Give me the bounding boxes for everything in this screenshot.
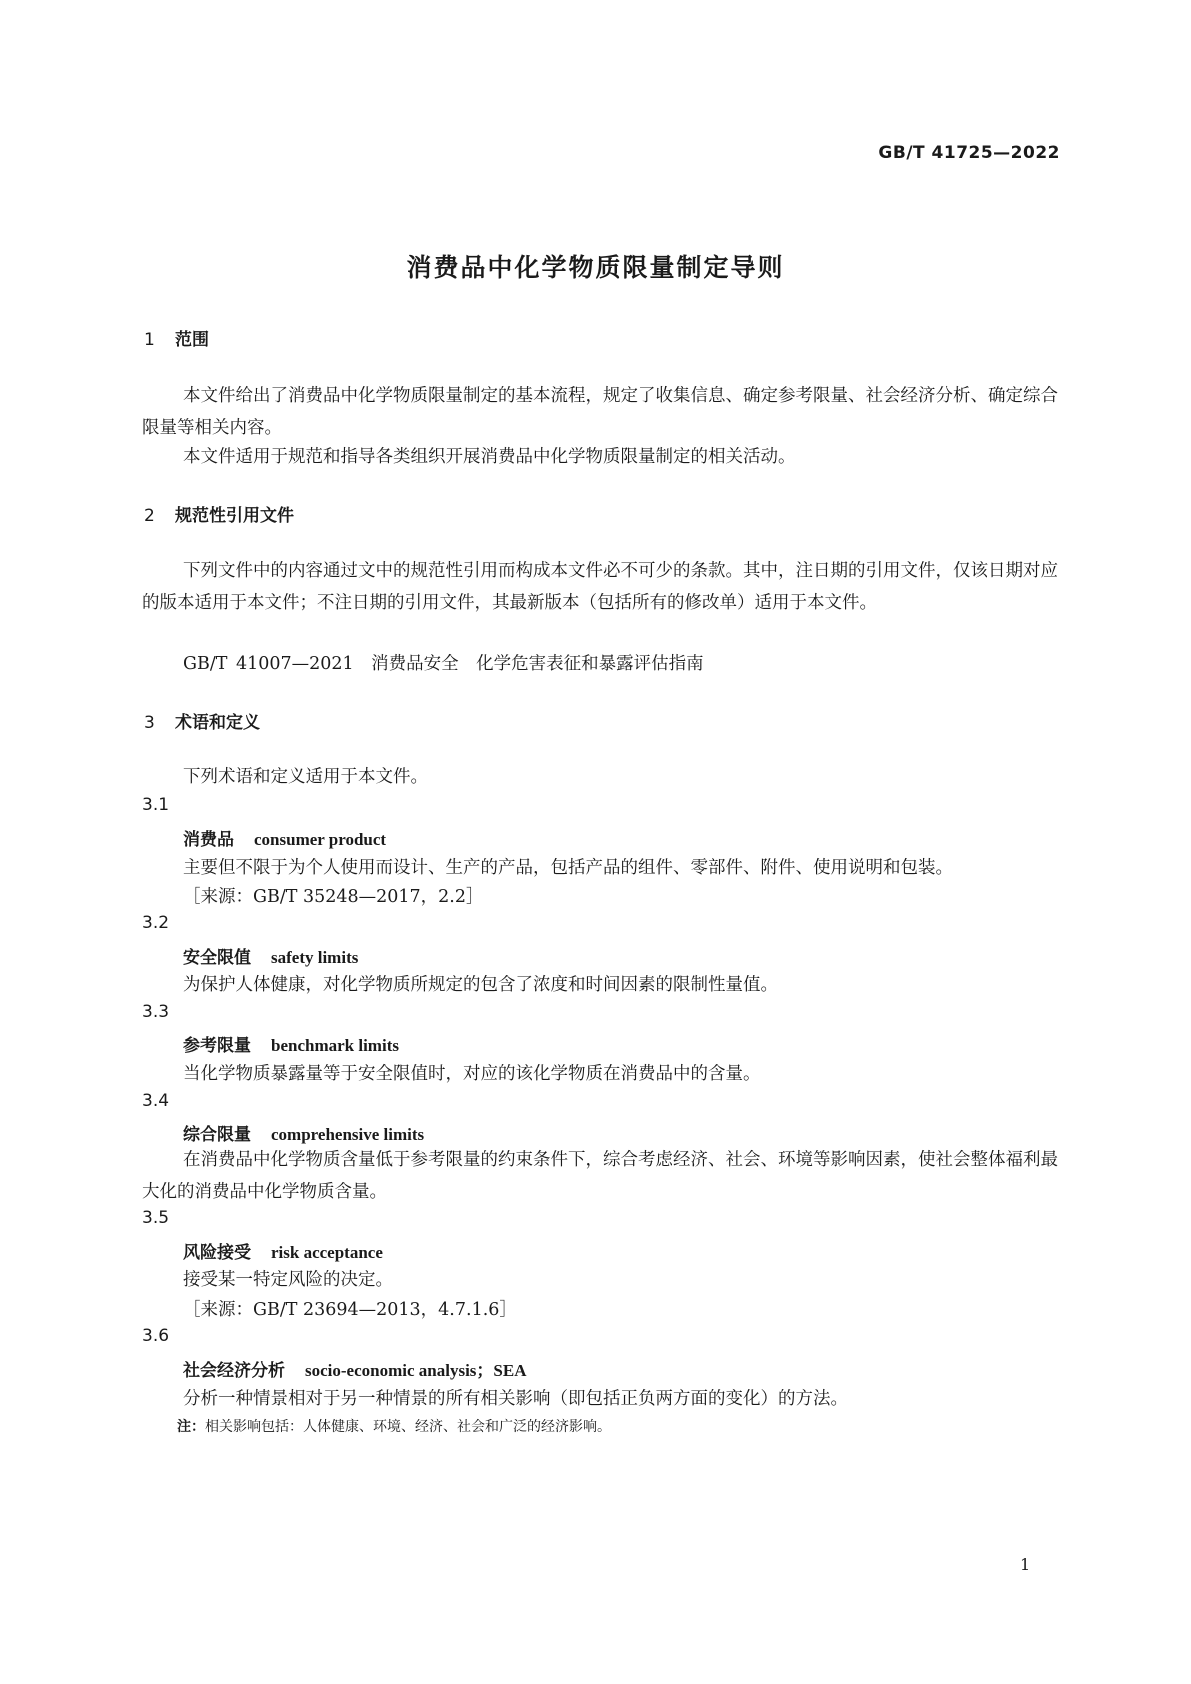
normative-reference: GB/T 41007—2021 消费品安全 化学危害表征和暴露评估指南 bbox=[183, 654, 704, 674]
section-2-paragraph-1 bbox=[142, 555, 1062, 619]
term-zh: 风险接受 bbox=[183, 1243, 251, 1263]
term-definition: 当化学物质暴露量等于安全限值时，对应的该化学物质在消费品中的含量。 bbox=[183, 1064, 761, 1084]
term-en: comprehensive limits bbox=[271, 1125, 425, 1144]
term-heading bbox=[183, 943, 358, 968]
term-en: consumer product bbox=[254, 830, 387, 849]
note-text: 相关影响包括：人体健康、环境、经济、社会和广泛的经济影响。 bbox=[205, 1419, 611, 1435]
note-label: 注： bbox=[177, 1419, 205, 1435]
term-heading bbox=[183, 1356, 526, 1381]
term-zh: 消费品 bbox=[183, 830, 234, 850]
term-en: risk acceptance bbox=[271, 1243, 383, 1262]
term-definition: 分析一种情景相对于另一种情景的所有相关影响（即包括正负两方面的变化）的方法。 bbox=[183, 1389, 848, 1409]
term-zh: 参考限量 bbox=[183, 1036, 251, 1056]
term-number: 3.6 bbox=[142, 1326, 170, 1346]
section-2-heading bbox=[144, 501, 294, 526]
term-number: 3.1 bbox=[142, 795, 170, 815]
term-definition: 主要但不限于为个人使用而设计、生产的产品，包括产品的组件、零部件、附件、使用说明和包装。 bbox=[183, 858, 953, 878]
term-en: benchmark limits bbox=[271, 1036, 399, 1055]
term-definition: 为保护人体健康，对化学物质所规定的包含了浓度和时间因素的限制性量值。 bbox=[183, 975, 778, 995]
section-title: 术语和定义 bbox=[175, 713, 260, 733]
standard-number: GB/T 41725—2022 bbox=[878, 143, 1060, 163]
paragraph-text: 本文件给出了消费品中化学物质限量制定的基本流程，规定了收集信息、确定参考限量、社会经济分析、确定综合限量等相关内容。 bbox=[142, 386, 1058, 438]
section-3-heading bbox=[144, 708, 260, 733]
section-1-paragraph-2: 本文件适用于规范和指导各类组织开展消费品中化学物质限量制定的相关活动。 bbox=[183, 447, 796, 467]
section-number: 1 bbox=[144, 330, 155, 350]
section-1-paragraph-1 bbox=[142, 380, 1062, 444]
term-heading bbox=[183, 1120, 424, 1145]
section-title: 规范性引用文件 bbox=[175, 506, 294, 526]
term-definition: 接受某一特定风险的决定。 bbox=[183, 1270, 393, 1290]
term-number: 3.3 bbox=[142, 1002, 170, 1022]
term-heading bbox=[183, 1238, 383, 1263]
section-title: 范围 bbox=[175, 330, 209, 350]
term-en: socio-economic analysis；SEA bbox=[305, 1361, 527, 1380]
term-source: ［来源：GB/T 35248—2017，2.2］ bbox=[183, 887, 484, 907]
term-zh: 安全限值 bbox=[183, 948, 251, 968]
term-definition bbox=[142, 1144, 1062, 1208]
term-heading bbox=[183, 1031, 399, 1056]
section-number: 2 bbox=[144, 506, 155, 526]
terms-intro: 下列术语和定义适用于本文件。 bbox=[183, 767, 428, 787]
term-zh: 社会经济分析 bbox=[183, 1361, 285, 1381]
term-number: 3.4 bbox=[142, 1091, 170, 1111]
term-number: 3.2 bbox=[142, 913, 170, 933]
document-title: 消费品中化学物质限量制定导则 bbox=[406, 253, 785, 282]
term-source: ［来源：GB/T 23694—2013，4.7.1.6］ bbox=[183, 1300, 517, 1320]
note bbox=[177, 1416, 611, 1436]
term-number: 3.5 bbox=[142, 1208, 170, 1228]
term-heading bbox=[183, 825, 386, 850]
section-1-heading bbox=[144, 325, 209, 350]
section-number: 3 bbox=[144, 713, 155, 733]
page-number: 1 bbox=[1020, 1555, 1031, 1574]
term-en: safety limits bbox=[271, 948, 359, 967]
term-zh: 综合限量 bbox=[183, 1125, 251, 1145]
paragraph-text: 在消费品中化学物质含量低于参考限量的约束条件下，综合考虑经济、社会、环境等影响因素，使社会整体福利最大化的消费品中化学物质含量。 bbox=[142, 1150, 1058, 1202]
paragraph-text: 下列文件中的内容通过文中的规范性引用而构成本文件必不可少的条款。其中，注日期的引用文件，仅该日期对应的版本适用于本文件；不注日期的引用文件，其最新版本（包括所有的修改单）适用于本文件。 bbox=[142, 561, 1058, 613]
